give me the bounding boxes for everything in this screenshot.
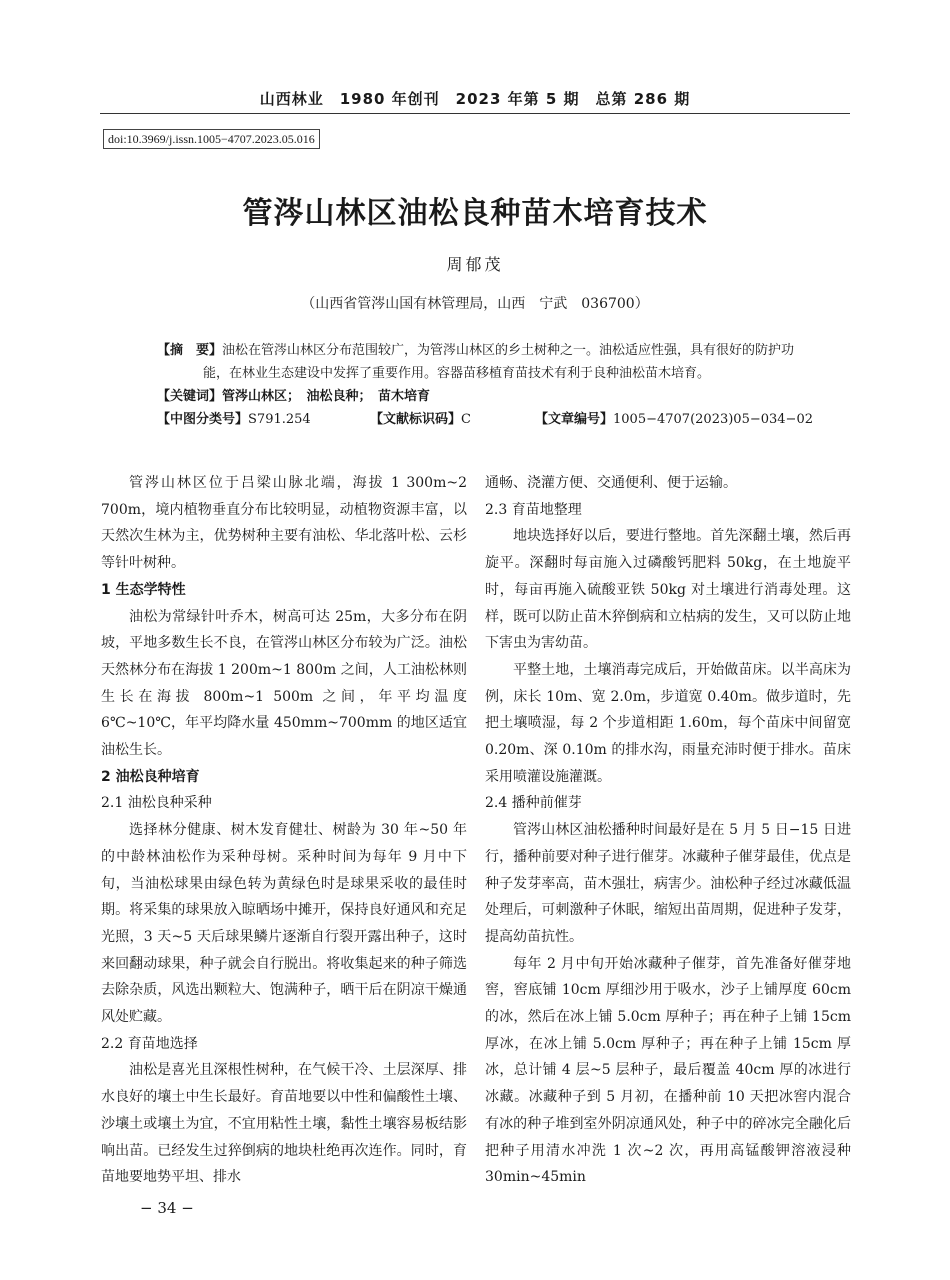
abstract-text: 油松在管涔山林区分布范围较广，为管涔山林区的乡土树种之一。油松适应性强，具有很好的防护功能，在林业生态建设中发挥了重要作用。容器苗移植育苗技术有利于良种油松苗木培育。 — [203, 343, 795, 381]
body-paragraph: 油松为常绿针叶乔木，树高可达 25m，大多分布在阴坡，平地多数生长不良，在管涔山林区分布较为广泛。油松天然林分布在海拔 1 200m~1 800m 之间，人工油松林则生长在海拔 800m~1 500m 之间，年平均温度 6℃~10℃，年平均降水量 450mm~700mm 的地区适宜油松生长。 — [101, 608, 467, 759]
subsection-heading: 2.1 油松良种采种 — [101, 795, 212, 812]
section-heading: 2 油松良种培育 — [101, 768, 200, 785]
subsection-heading: 2.2 育苗地选择 — [101, 1035, 198, 1052]
body-paragraph-continuation: 通畅、浇灌方便、交通便利、便于运输。 — [485, 475, 737, 491]
abstract-block — [157, 339, 813, 431]
doc-code-field — [370, 408, 471, 431]
article-title: 管涔山林区油松良种苗木培育技术 — [242, 196, 708, 231]
author-affiliation: （山西省管涔山国有林管理局，山西 宁武 036700） — [301, 296, 649, 312]
body-paragraph: 管涔山林区油松播种时间最好是在 5 月 5 日−15 日进行，播种前要对种子进行催芽。冰藏种子催芽最佳，优点是种子发芽率高，苗木强壮，病害少。油松种子经过冰藏低温处理后，可刺激种子休眠，缩短出苗周期，促进种子发芽，提高幼苗抗性。 — [485, 822, 851, 945]
author-name: 周郁茂 — [446, 255, 504, 274]
page-number: − 34 − — [140, 1199, 194, 1217]
article-number-label: 【文章编号】 — [535, 412, 614, 427]
keywords-row — [157, 385, 797, 408]
abstract-label: 【摘 要】 — [157, 343, 223, 358]
doi-label[interactable]: doi:10.3969/j.issn.1005−4707.2023.05.016 — [103, 129, 320, 149]
classification-row — [157, 408, 813, 431]
article-number-value: 1005−4707(2023)05−034−02 — [613, 412, 813, 427]
body-paragraph: 平整土地，土壤消毒完成后，开始做苗床。以半高床为例，床长 10m、宽 2.0m，步道宽 0.40m。做步道时，先把土壤喷湿，每 2 个步道相距 1.60m，每个苗床中间留宽 0.20m、深 0.10m 的排水沟，雨量充沛时便于排水。苗床采用喷灌设施灌溉。 — [485, 661, 851, 785]
doc-code-value: C — [461, 412, 471, 427]
article-number-field — [535, 408, 813, 431]
clc-value: S791.254 — [248, 412, 311, 427]
subsection-heading: 2.3 育苗地整理 — [485, 501, 582, 518]
clc-label: 【中图分类号】 — [157, 412, 249, 427]
abstract-paragraph — [157, 339, 797, 385]
body-paragraph: 选择林分健康、树木发育健壮、树龄为 30 年~50 年的中龄林油松作为采种母树。采种时间为每年 9 月中下旬，当油松球果由绿色转为黄绿色时是球果采收的最佳时期。将采集的球果放入晾晒场中摊开，保持良好通风和充足光照，3 天~5 天后球果鳞片逐渐自行裂开露出种子，这时来回翻动球果，种子就会自行脱出。将收集起来的种子筛选去除杂质，风选出颗粒大、饱满种子，晒干后在阴凉干燥通风处贮藏。 — [101, 822, 467, 1026]
running-header: 山西林业 1980 年创刊 2023 年第 5 期 总第 286 期 — [259, 90, 691, 108]
body-paragraph: 地块选择好以后，要进行整地。首先深翻土壤，然后再旋平。深翻时每亩施入过磷酸钙肥料 50kg，在土地旋平时，每亩再施入硫酸亚铁 50kg 对土壤进行消毒处理。这样，既可以防止苗木猝倒病和立枯病的发生，又可以防止地下害虫为害幼苗。 — [485, 528, 851, 652]
intro-paragraph: 管涔山林区位于吕梁山脉北端，海拔 1 300m~2 700m，境内植物垂直分布比较明显，动植物资源丰富，以天然次生林为主，优势树种主要有油松、华北落叶松、云杉等针叶树种。 — [101, 475, 467, 572]
body-paragraph: 每年 2 月中旬开始冰藏种子催芽，首先准备好催芽地窖，窖底铺 10cm 厚细沙用于吸水，沙子上铺厚度 60cm 的冰，然后在冰上铺 5.0cm 厚种子；再在种子上铺 15cm 厚冰，在冰上铺 5.0cm 厚种子；再在种子上铺 15cm 厚冰，总计铺 4 层~5 层种子，最后覆盖 40cm 厚的冰进行冰藏。冰藏种子到 5 月初，在播种前 10 天把冰窖内混合有冰的种子堆到室外阴凉通风处，种子中的碎冰完全融化后把种子用清水冲洗 1 次~2 次，再用高锰酸钾溶液浸种 30min~45min — [485, 955, 851, 1186]
clc-field — [157, 408, 311, 431]
body-column-left — [101, 470, 467, 1191]
section-heading: 1 生态学特性 — [101, 581, 186, 598]
header-divider — [100, 113, 850, 114]
doc-code-label: 【文献标识码】 — [370, 412, 462, 427]
keywords-label: 【关键词】 — [157, 389, 223, 404]
keywords-text: 管涔山林区； 油松良种； 苗木培育 — [222, 389, 431, 404]
body-column-right — [485, 470, 851, 1191]
body-paragraph: 油松是喜光且深根性树种，在气候干冷、土层深厚、排水良好的壤土中生长最好。育苗地要以中性和偏酸性土壤、沙壤土或壤土为宜，不宜用粘性土壤，黏性土壤容易板结影响出苗。已经发生过猝倒病的地块杜绝再次连作。同时，育苗地要地势平坦、排水 — [101, 1062, 467, 1186]
subsection-heading: 2.4 播种前催芽 — [485, 795, 582, 812]
